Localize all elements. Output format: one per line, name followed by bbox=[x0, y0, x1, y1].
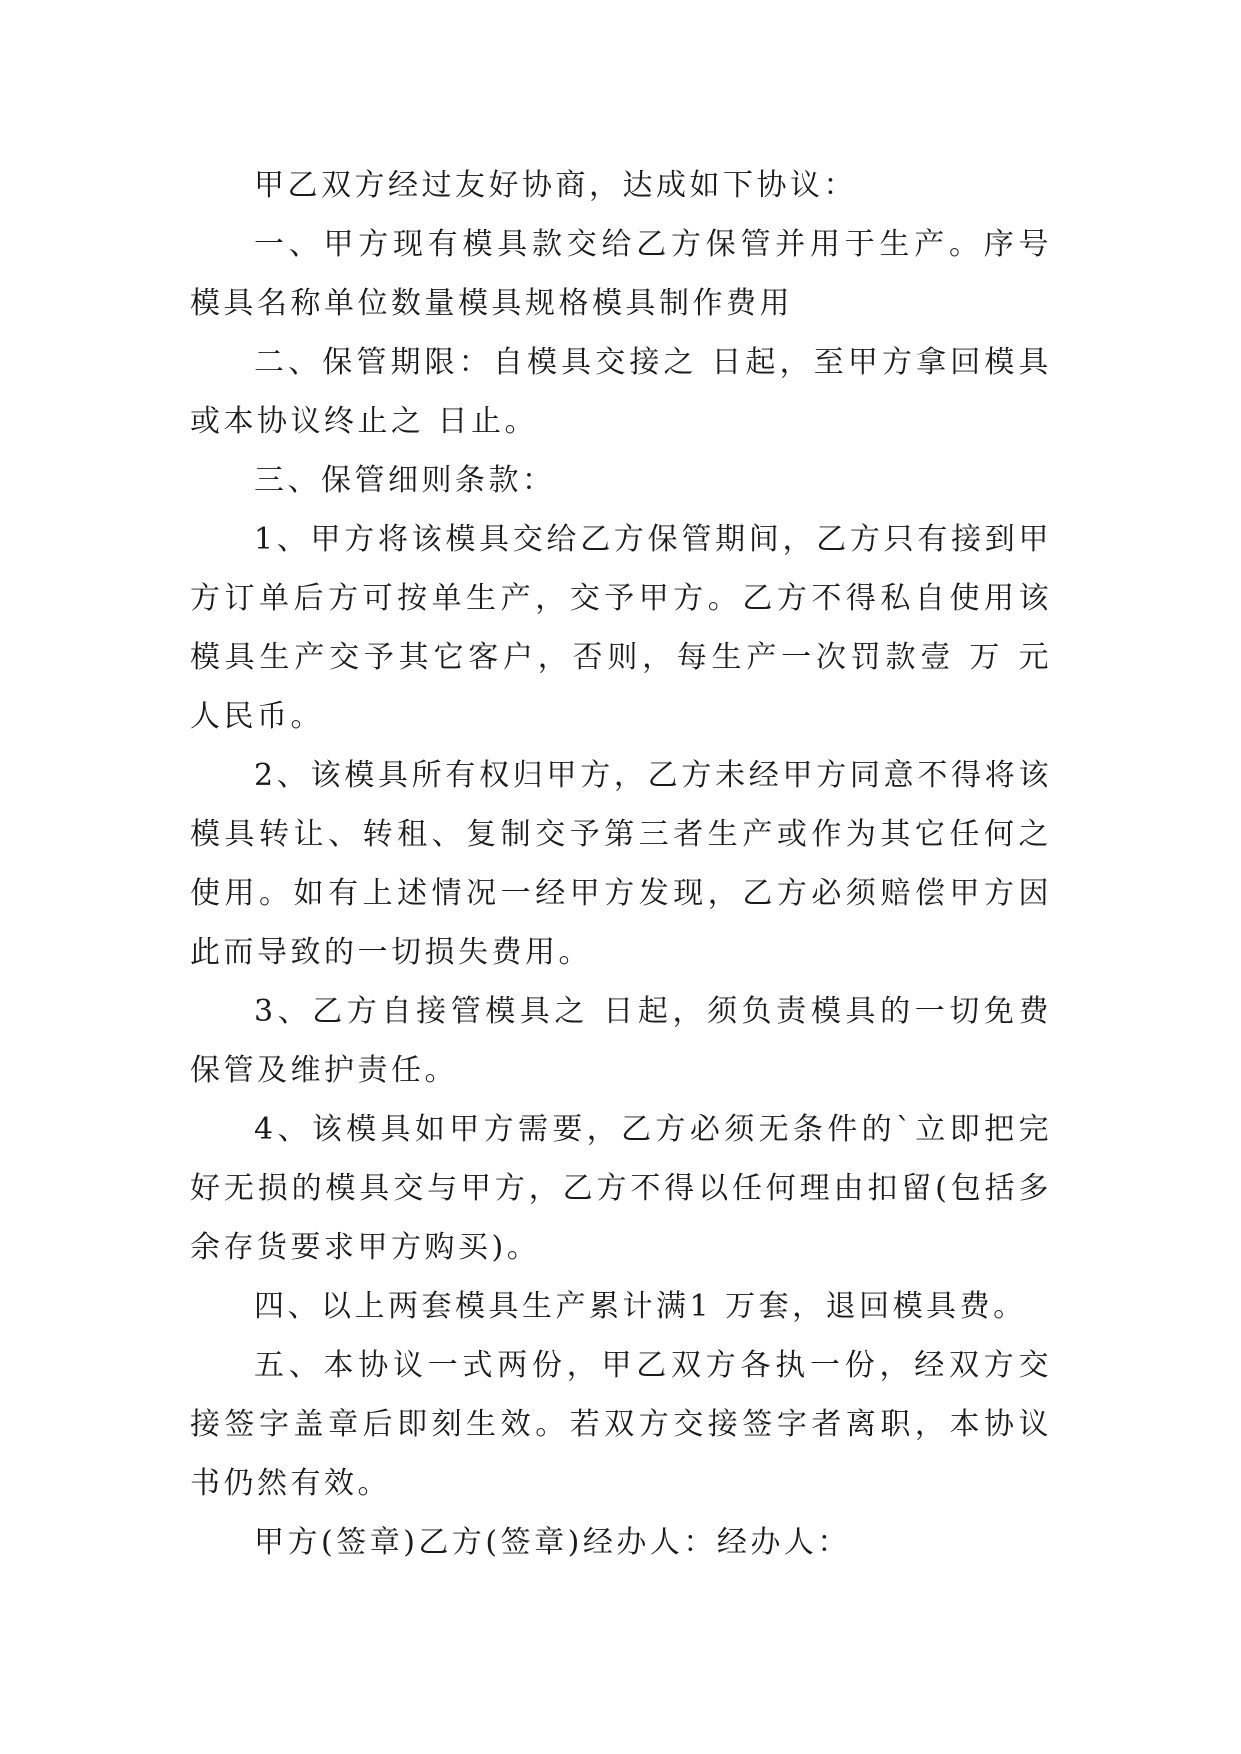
clause-3-item-1: 1、甲方将该模具交给乙方保管期间，乙方只有接到甲方订单后方可按单生产，交予甲方。乙方不得私自使用该模具生产交予其它客户，否则，每生产一次罚款壹 万 元人民币。 bbox=[190, 522, 1052, 734]
intro-paragraph: 甲乙双方经过友好协商，达成如下协议： bbox=[254, 168, 857, 203]
clause-5-paragraph: 五、本协议一式两份，甲乙双方各执一份，经双方交接签字盖章后即刻生效。若双方交接签字者离职，本协议书仍然有效。 bbox=[190, 1348, 1052, 1501]
clause-2-paragraph: 二、保管期限：自模具交接之 日起，至甲方拿回模具或本协议终止之 日止。 bbox=[190, 345, 1052, 439]
clause-4-paragraph: 四、以上两套模具生产累计满1 万套，退回模具费。 bbox=[254, 1289, 1027, 1324]
signature-line: 甲方(签章)乙方(签章)经办人：经办人： bbox=[254, 1525, 851, 1560]
clause-3-item-3: 3、乙方自接管模具之 日起，须负责模具的一切免费保管及维护责任。 bbox=[190, 994, 1052, 1088]
agreement-body bbox=[190, 156, 1052, 1572]
clause-3-item-4: 4、该模具如甲方需要，乙方必须无条件的`立即把完好无损的模具交与甲方，乙方不得以任何理由扣留(包括多余存货要求甲方购买)。 bbox=[190, 1112, 1052, 1265]
clause-3-item-2: 2、该模具所有权归甲方，乙方未经甲方同意不得将该模具转让、转租、复制交予第三者生产或作为其它任何之使用。如有上述情况一经甲方发现，乙方必须赔偿甲方因此而导致的一切损失费用。 bbox=[190, 758, 1052, 970]
clause-3-heading: 三、保管细则条款： bbox=[254, 463, 556, 498]
clause-1-paragraph: 一、甲方现有模具款交给乙方保管并用于生产。序号模具名称单位数量模具规格模具制作费用 bbox=[190, 227, 1052, 321]
